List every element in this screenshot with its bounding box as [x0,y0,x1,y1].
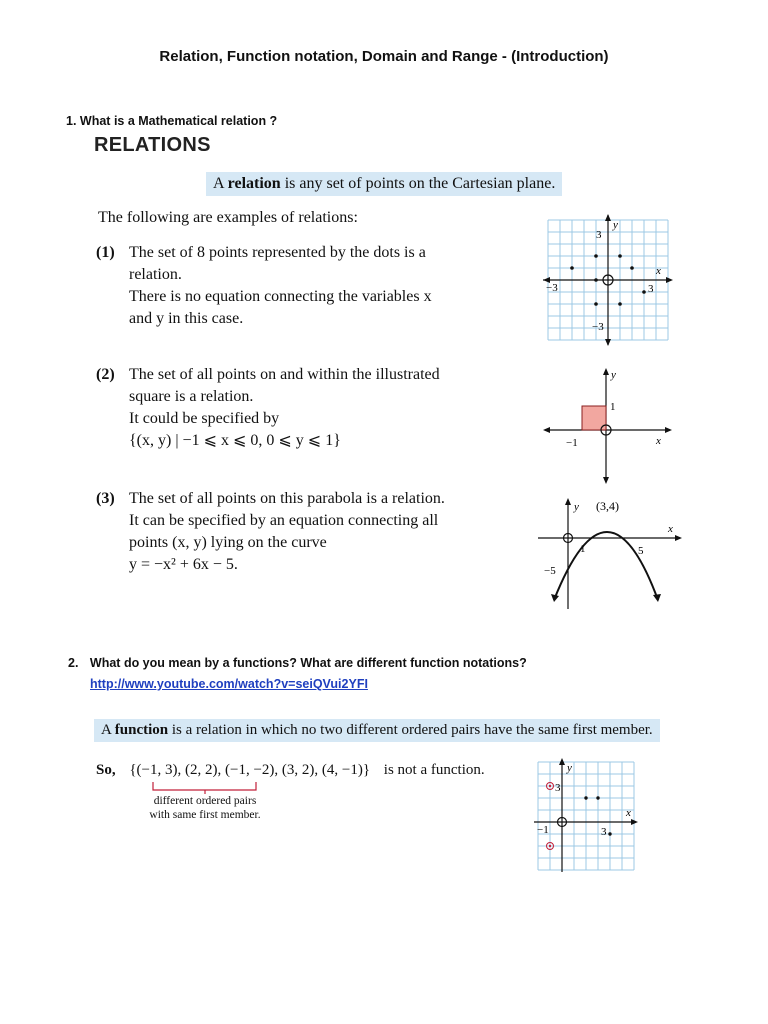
graph1-tick-right: 3 [648,283,654,295]
bracket-note-line: different ordered pairs [153,795,257,807]
example-2-line: {(x, y) | −1 ⩽ x ⩽ 0, 0 ⩽ y ⩽ 1} [129,432,341,449]
graph2-x-label: x [656,435,661,447]
example-3-line: points (x, y) lying on the curve [129,534,327,551]
square-region-graph [540,364,680,484]
graph4-tick-right: 3 [601,826,607,838]
relation-definition-pre: A [213,175,228,192]
page-title: Relation, Function notation, Domain and Range - (Introduction) [159,48,609,65]
example-2-number: (2) [96,366,115,383]
graph3-root2: 5 [638,545,644,557]
example-1-line: and y in this case. [129,310,244,327]
bracket-note-line: with same first member. [149,809,261,821]
parabola-graph [538,494,688,614]
graph4-y-label: y [567,762,572,774]
example-2 [96,364,440,452]
graph1-tick-left: −3 [546,282,558,294]
question-1-number: 1. [66,114,77,128]
graph4-x-label: x [626,807,631,819]
graph2-y-label: y [611,369,616,381]
graph1-x-label: x [656,265,661,277]
ordered-pairs-set: {(−1, 3), (2, 2), (−1, −2), (3, 2), (4, −1)} [129,762,371,778]
graph1-tick-bottom: −3 [592,321,604,333]
question-2 [68,656,527,670]
function-verdict: is not a function. [383,762,485,778]
question-1 [66,114,277,128]
graph2-tick-neg-one: −1 [566,437,578,449]
example-3-line: y = −x² + 6x − 5. [129,556,238,573]
so-label: So, [96,762,116,778]
function-definition-post: is a relation in which no two different ordered pairs have the same first member. [168,722,653,738]
relation-definition [206,172,562,196]
brace-bracket [150,780,260,794]
graph2-tick-one: 1 [610,401,616,413]
graph4-tick-left: −1 [537,824,549,836]
example-1-line: relation. [129,266,182,283]
relations-intro: The following are examples of relations: [98,209,358,226]
graph3-root1: 1 [580,543,586,555]
example-3-number: (3) [96,490,115,507]
graph1-y-label: y [613,219,618,231]
graph3-intercept: −5 [544,565,556,577]
graph3-y-label: y [574,501,579,513]
example-2-line: The set of all points on and within the illustrated [129,366,440,383]
function-definition [94,719,660,742]
relations-heading: RELATIONS [94,134,211,156]
graph4-tick-top: 3 [555,782,561,794]
function-test-graph [528,756,648,876]
example-2-line: It could be specified by [129,410,280,427]
example-1-line: There is no equation connecting the variables x [129,288,432,305]
graph3-vertex-label: (3,4) [596,499,619,513]
dot-grid-graph [540,212,680,352]
graph3-x-label: x [668,523,673,535]
example-2-line: square is a relation. [129,388,254,405]
example-1-line: The set of 8 points represented by the dots is a [129,244,426,261]
question-2-number: 2. [68,656,79,670]
function-definition-pre: A [101,722,115,738]
example-3-line: The set of all points on this parabola is a relation. [129,490,445,507]
example-3 [96,488,445,576]
question-1-text: What is a Mathematical relation ? [79,114,278,128]
youtube-link[interactable]: http://www.youtube.com/watch?v=seiQVui2YFI [90,677,368,691]
bracket-note [130,794,280,822]
example-1 [96,242,432,330]
relation-definition-post: is any set of points on the Cartesian plane. [280,175,556,192]
relation-definition-term: relation [227,175,281,192]
example-1-number: (1) [96,244,115,261]
function-example [96,759,485,781]
example-3-line: It can be specified by an equation connecting all [129,512,439,529]
graph1-tick-top: 3 [596,229,602,241]
function-definition-term: function [114,722,169,738]
question-2-text: What do you mean by a functions? What are different function notations? [89,656,527,670]
